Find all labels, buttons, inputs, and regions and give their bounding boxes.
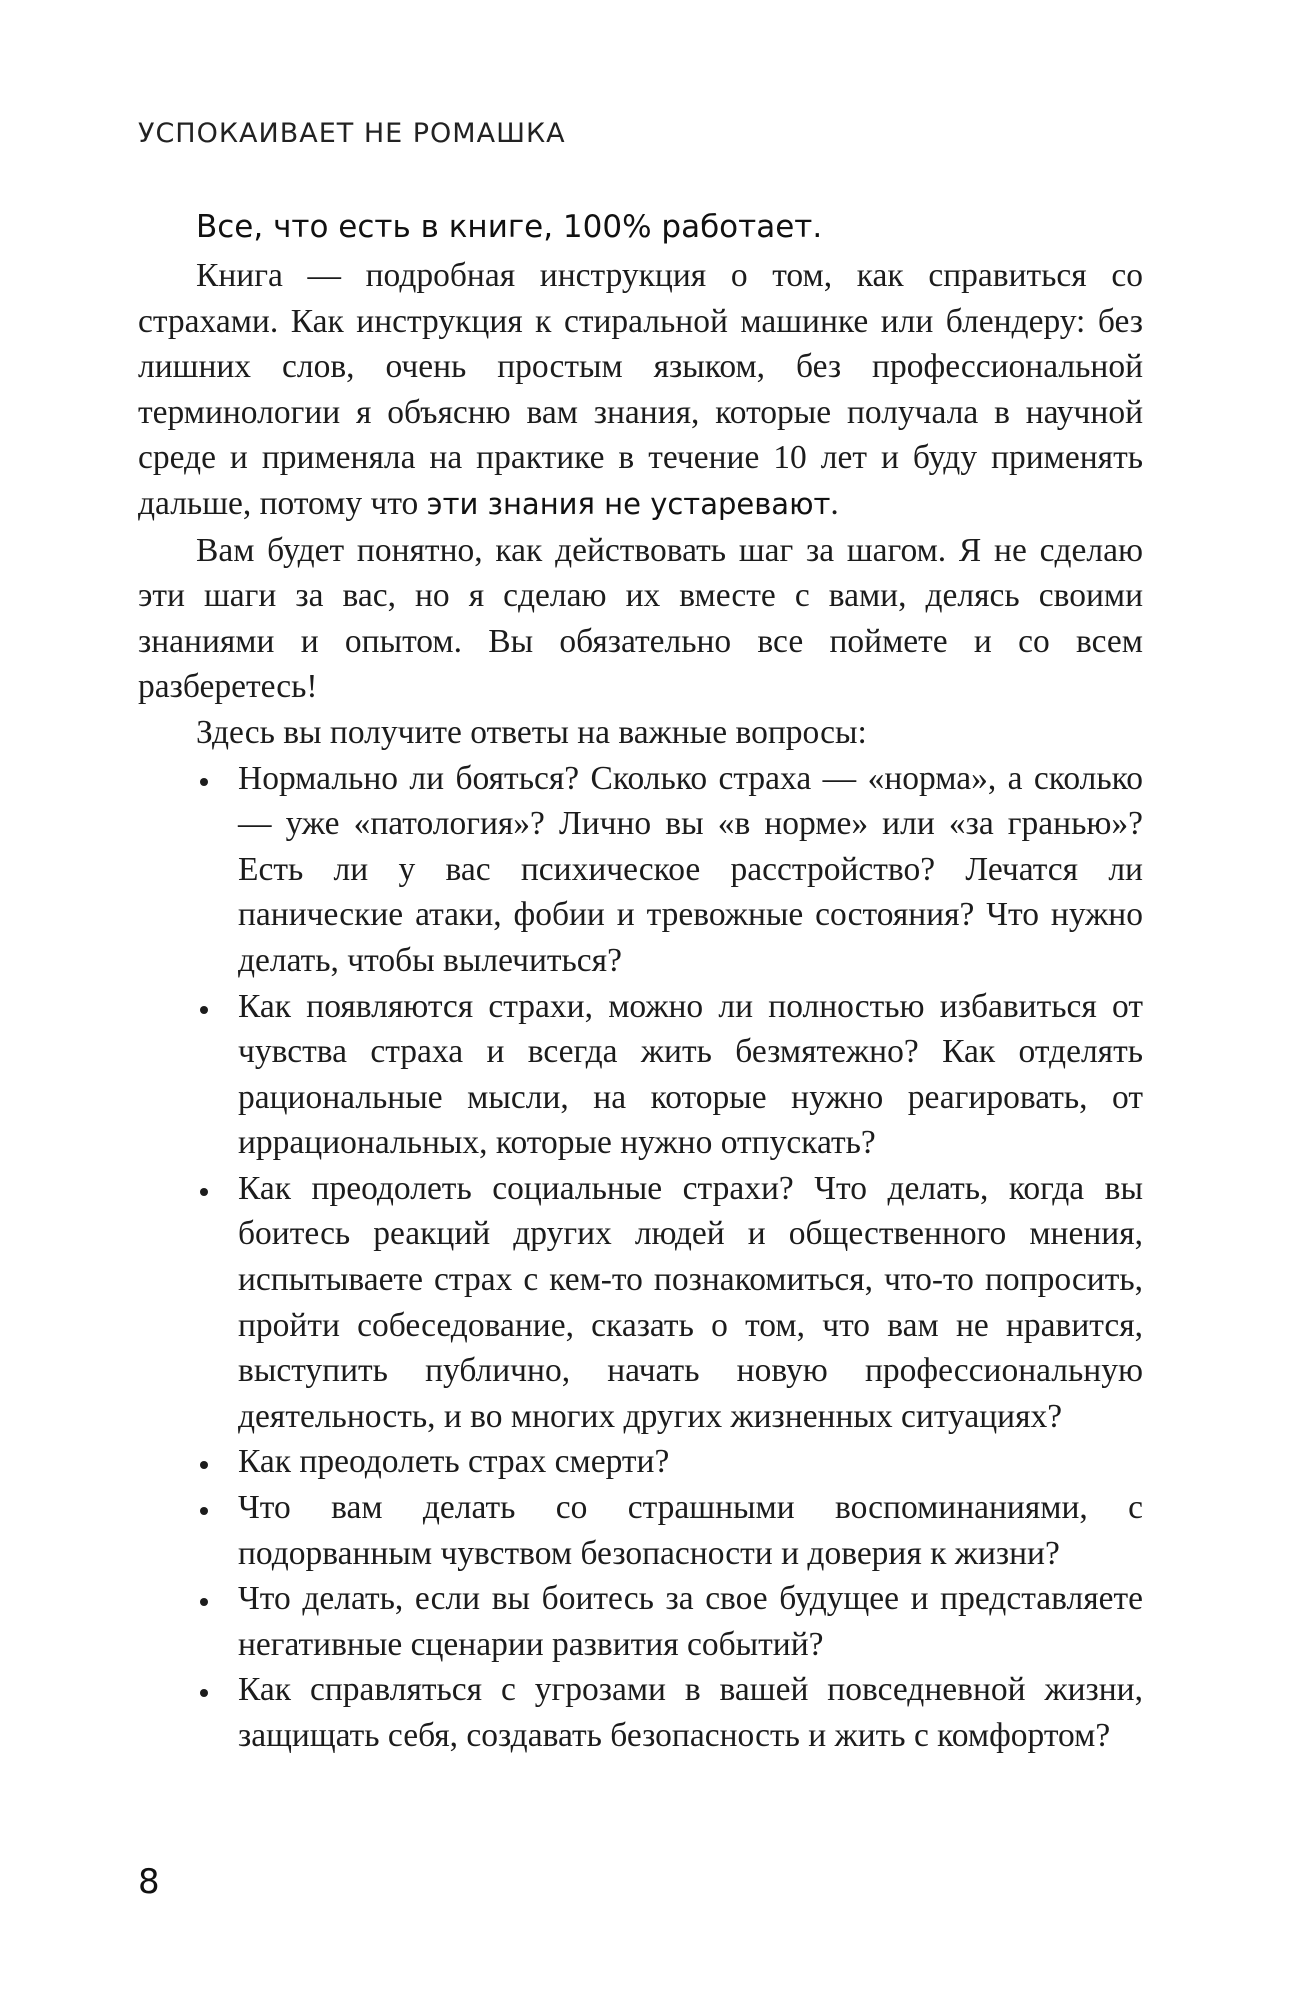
running-head: УСПОКАИВАЕТ НЕ РОМАШКА [138, 118, 566, 149]
list-item: Как преодолеть социальные страхи? Что делать, когда вы боитесь реакций других людей и общественного мнения, испытываете страх с кем-то познакомиться, что-то попросить, пройти собеседование, сказать о том, что вам не нравится, выступить публично, начать новую профессиональную деятельность, и во многих других жизненных ситуациях? [138, 1166, 1143, 1440]
question-list [138, 756, 1143, 1759]
paragraph-2: Вам будет понятно, как действовать шаг за шагом. Я не сделаю эти шаги за вас, но я сделаю их вместе с вами, делясь своими знаниями и опытом. Вы обязательно все поймете и со всем разберетесь! [138, 531, 1143, 706]
paragraph-1-text: Книга — подробная инструкция о том, как справиться со страхами. Как инструкция к стиральной машинке или блендеру: без лишних слов, очень простым языком, без профессиональной терминологии я объясню вам знания, которые получала в научной среде и применяла на практике в течение 10 лет и буду применять дальше, потому что [138, 257, 1143, 522]
page-number: 8 [138, 1862, 160, 1902]
list-item: Как преодолеть страх смерти? [138, 1439, 1143, 1485]
paragraph-3: Здесь вы получите ответы на важные вопросы: [196, 713, 867, 751]
list-item: Что вам делать со страшными воспоминаниями, с подорванным чувством безопасности и доверия к жизни? [138, 1485, 1143, 1576]
list-item: Как появляются страхи, можно ли полностью избавиться от чувства страха и всегда жить безмятежно? Как отделять рациональные мысли, на которые нужно реагировать, от иррациональных, которые нужно отпускать? [138, 984, 1143, 1166]
list-item: Нормально ли бояться? Сколько страха — «норма», а сколько — уже «патология»? Лично вы «в норме» или «за гранью»? Есть ли у вас психическое расстройство? Лечатся ли панические атаки, фобии и тревожные состояния? Что нужно делать, чтобы вылечиться? [138, 756, 1143, 984]
body-text [138, 203, 1143, 1759]
lead-sentence: Все, что есть в книге, 100% работает. [196, 209, 823, 245]
list-item: Что делать, если вы боитесь за свое будущее и представляете негативные сценарии развития событий? [138, 1576, 1143, 1667]
paragraph-1 [138, 253, 1143, 528]
paragraph-1-emphasis: эти знания не устаревают [426, 486, 831, 521]
list-item: Как справляться с угрозами в вашей повседневной жизни, защищать себя, создавать безопасность и жить с комфортом? [138, 1667, 1143, 1758]
paragraph-1-end: . [830, 484, 839, 522]
